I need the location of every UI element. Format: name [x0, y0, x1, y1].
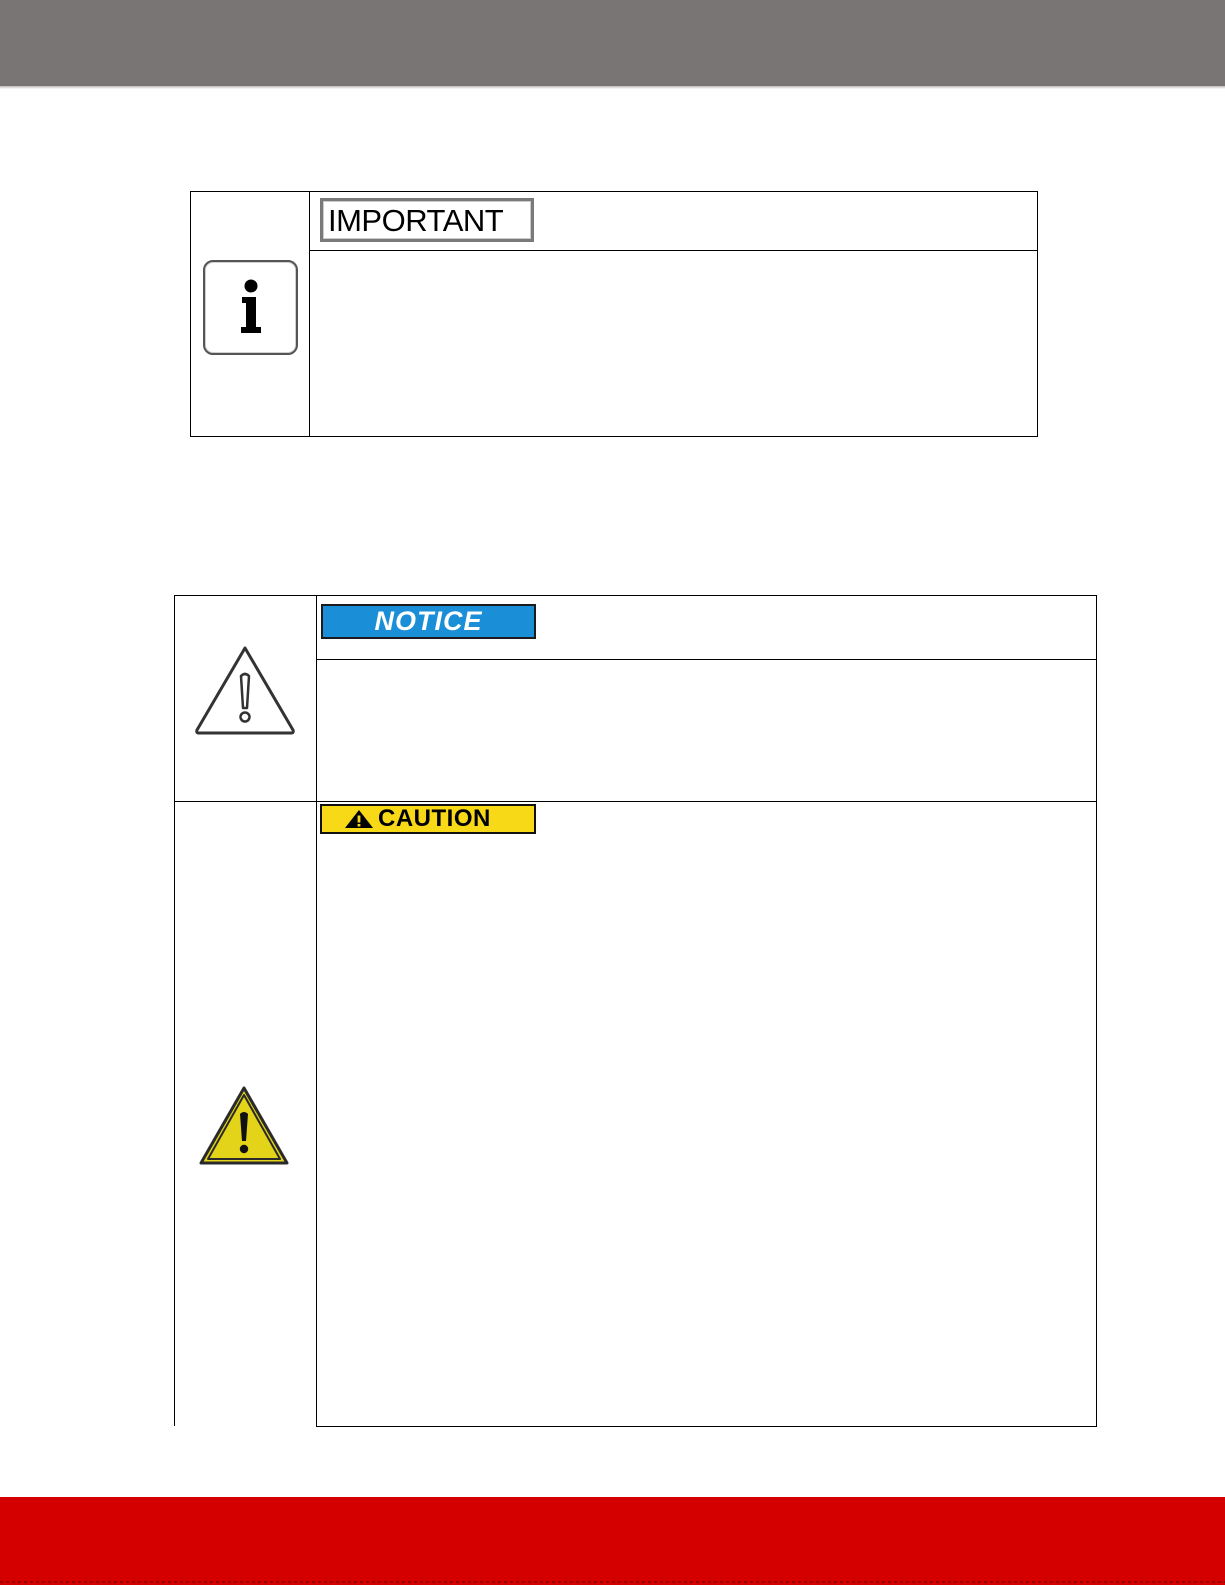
- important-box-divider-horizontal: [309, 250, 1037, 251]
- notice-table-left-border: [174, 595, 175, 1426]
- warning-yellow-icon: [198, 1085, 290, 1167]
- caution-label-text: CAUTION: [378, 805, 491, 832]
- notice-table-column-divider: [316, 595, 317, 1427]
- footer-dotted-edge: [0, 1581, 1225, 1583]
- important-box: [190, 191, 1038, 437]
- caution-triangle-icon: [344, 809, 374, 829]
- info-icon: [203, 260, 298, 355]
- warning-outline-icon: [192, 642, 298, 738]
- notice-label: NOTICE: [321, 604, 536, 639]
- notice-table-top-border: [174, 595, 1097, 596]
- notice-caution-row-separator: [174, 801, 1097, 802]
- header-bar: [0, 0, 1225, 86]
- important-label: IMPORTANT: [320, 198, 534, 242]
- notice-label-separator: [316, 659, 1097, 660]
- header-shadow: [0, 86, 1225, 89]
- footer-bar: [0, 1497, 1225, 1585]
- notice-table-right-border: [1096, 595, 1097, 1427]
- notice-table-bottom-border: [316, 1426, 1097, 1427]
- important-box-divider-vertical: [309, 192, 310, 436]
- info-icon-glyph: [205, 262, 296, 353]
- caution-label: [320, 804, 536, 834]
